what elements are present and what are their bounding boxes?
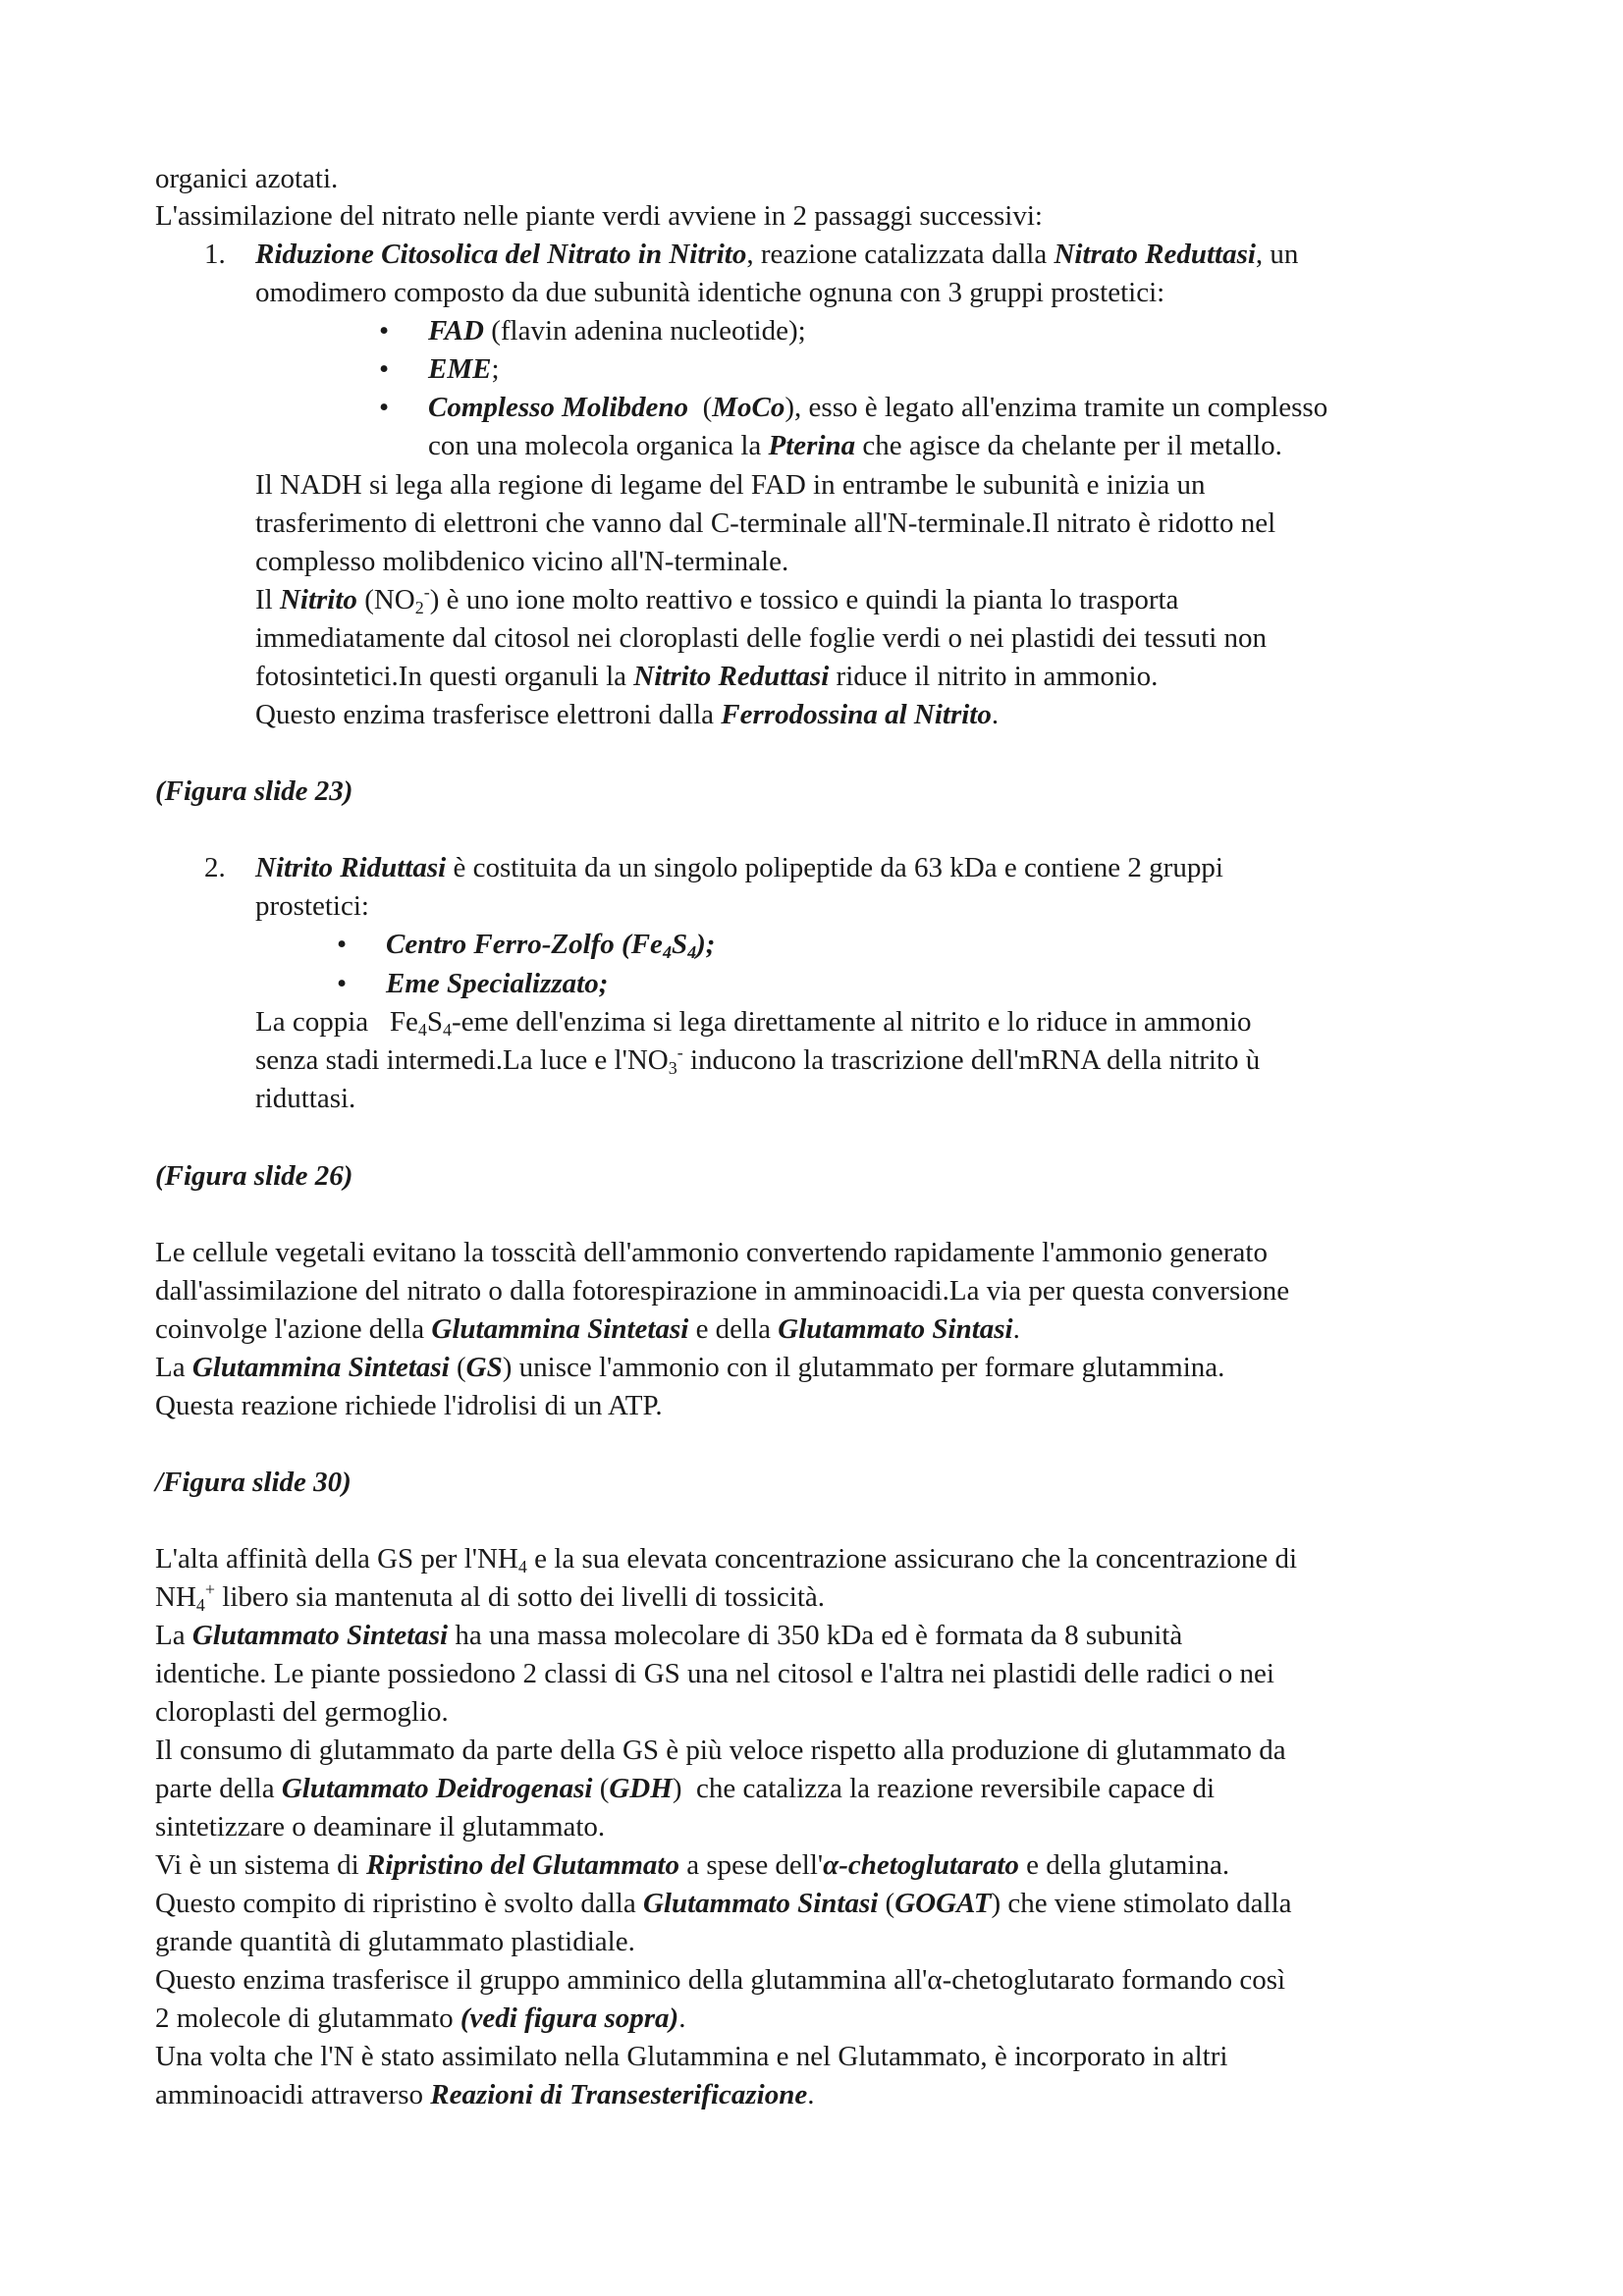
text-line: grande quantità di glutammato plastidiale. (155, 1926, 635, 1957)
text-line: Le cellule vegetali evitano la tosscità dell'ammonio convertendo rapidamente l'ammonio generato (155, 1237, 1268, 1268)
figure-reference: (Figura slide 23) (155, 775, 353, 807)
text-line: $NH_4^+$ libero sia mantenuta al di sotto dei livelli di tossicità. (155, 1579, 826, 1615)
text-line: La Glutammato Sintetasi ha una massa molecolare di 350 kDa ed è formata da 8 subunità (155, 1620, 1183, 1651)
text-line: prostetici: (255, 890, 369, 922)
text-line: organici azotati. (155, 163, 339, 194)
bullet-icon: • (379, 353, 390, 385)
text-line: Una volta che l'N è stato assimilato nella Glutammina e nel Glutammato, è incorporato in altri (155, 2041, 1228, 2072)
text-line: cloroplasti del germoglio. (155, 1696, 449, 1728)
text-line: trasferimento di elettroni che vanno dal C-terminale all'N-terminale.Il nitrato è ridotto nel (255, 507, 1276, 539)
text-line: Il consumo di glutammato da parte della GS è più veloce rispetto alla produzione di glutammato da (155, 1735, 1286, 1766)
text-line: amminoacidi attraverso Reazioni di Transesterificazione. (155, 2079, 815, 2110)
text-line: parte della Glutammato Deidrogenasi (GDH) che catalizza la reazione reversibile capace di (155, 1773, 1216, 1804)
text-line: riduttasi. (255, 1083, 356, 1114)
bullet-icon: • (337, 968, 348, 999)
text-line: sintetizzare o deaminare il glutammato. (155, 1811, 606, 1842)
figure-reference: /Figura slide 30) (155, 1467, 352, 1498)
bullet-item-eme: EME; (428, 353, 500, 385)
text-line: immediatamente dal citosol nei cloroplasti delle foglie verdi o nei plastidi dei tessuti non (255, 622, 1268, 654)
text-line: L'alta affinità della GS per $l'NH_4$ e la sua elevata concentrazione assicurano che la concentrazione di (155, 1543, 1298, 1576)
bullet-icon: • (379, 315, 390, 347)
list-number: 2. (204, 852, 226, 883)
bullet-item-ferro-zolfo: Centro Ferro-Zolfo $(Fe_4S_4)$; (386, 929, 716, 962)
list-number: 1. (204, 239, 226, 270)
text-line: coinvolge l'azione della Glutammina Sintetasi e della Glutammato Sintasi. (155, 1313, 1020, 1345)
text-line: Questo compito di ripristino è svolto dalla Glutammato Sintasi (GOGAT) che viene stimolato dalla (155, 1888, 1292, 1919)
text-line: Questa reazione richiede l'idrolisi di un ATP. (155, 1390, 663, 1421)
list-item-step-2: Nitrito Riduttasi è costituita da un singolo polipeptide da 63 kDa e contiene 2 gruppi (255, 852, 1223, 883)
text-line: con una molecola organica la Pterina che agisce da chelante per il metallo. (428, 430, 1282, 461)
text-line: complesso molibdenico vicino all'N-terminale. (255, 546, 789, 577)
text-line: fotosintetici.In questi organuli la Nitrito Reduttasi riduce il nitrito in ammonio. (255, 661, 1159, 692)
text-line: dall'assimilazione del nitrato o dalla fotorespirazione in amminoacidi.La via per questa conversione (155, 1275, 1290, 1307)
list-item-step-1: Riduzione Citosolica del Nitrato in Nitrito, reazione catalizzata dalla Nitrato Reduttasi, un (255, 239, 1299, 270)
bullet-icon: • (379, 392, 390, 423)
text-line: Questo enzima trasferisce elettroni dalla Ferrodossina al Nitrito. (255, 699, 1000, 730)
text-line: L'assimilazione del nitrato nelle piante verdi avviene in 2 passaggi successivi: (155, 200, 1043, 232)
bullet-item-eme-specializzato: Eme Specializzato; (386, 968, 609, 999)
text-line: senza stadi intermedi.La luce e $l'NO_3^-$ inducono la trascrizione dell'mRNA della nitrito ù (255, 1042, 1261, 1078)
text-line: 2 molecole di glutammato (vedi figura sopra). (155, 2002, 686, 2034)
text-line: Il NADH si lega alla regione di legame del FAD in entrambe le subunità e inizia un (255, 469, 1206, 501)
text-line: La coppia $Fe_4S_4$-eme dell'enzima si lega direttamente al nitrito e lo riduce in ammonio (255, 1006, 1252, 1040)
text-line: Vi è un sistema di Ripristino del Glutammato a spese dell'α-chetoglutarato e della glutamina. (155, 1849, 1230, 1881)
text-line: La Glutammina Sintetasi (GS) unisce l'ammonio con il glutammato per formare glutammina. (155, 1352, 1225, 1383)
bullet-icon: • (337, 929, 348, 960)
bullet-item-fad: FAD (flavin adenina nucleotide); (428, 315, 806, 347)
text-line: Il Nitrito $(NO_2^-)$ è uno ione molto reattivo e tossico e quindi la pianta lo trasporta (255, 582, 1179, 617)
text-line: Questo enzima trasferisce il gruppo amminico della glutammina all'α-chetoglutarato formando così (155, 1964, 1286, 1996)
figure-reference: (Figura slide 26) (155, 1160, 353, 1192)
text-line: omodimero composto da due subunità identiche ognuna con 3 gruppi prostetici: (255, 277, 1165, 308)
text-line: identiche. Le piante possiedono 2 classi di GS una nel citosol e l'altra nei plastidi delle radici o nei (155, 1658, 1274, 1689)
bullet-item-moco: Complesso Molibdeno (MoCo), esso è legato all'enzima tramite un complesso (428, 392, 1328, 423)
